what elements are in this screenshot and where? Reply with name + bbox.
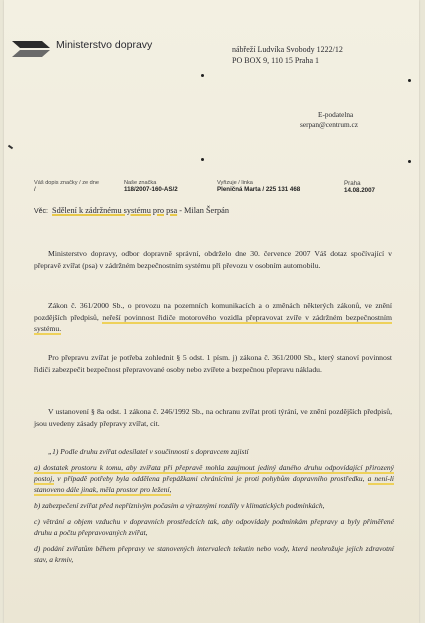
paper-speck [408, 160, 411, 163]
paragraph-3: Pro přepravu zvířat je potřeba zohlednit § 5 odst. 1 písm. j) zákona č. 361/2000 Sb., který stanoví povinnost řidiči zabezpečit bezpečnost přepravované osoby nebo zvířete a bezpečnou přepravu nákladu. [34, 353, 392, 374]
item-c: c) větrání a objem vzduchu v dopravních prostředcích tak, aby odpovídaly podmínkám přepravy a byly přiměřené druhu a počtu přepravovaných zvířat, [34, 517, 394, 537]
paragraph-4: V ustanovení § 8a odst. 1 zákona č. 246/1992 Sb., na ochranu zvířat proti týrání, ve znění pozdějších předpisů, jsou uvedeny zásady přepravy zvířat, cit. [34, 407, 392, 428]
our-ref [124, 180, 178, 193]
your-ref [34, 180, 99, 193]
quoted-provisions [34, 446, 394, 570]
epodatelna-email: serpan@centrum.cz [300, 120, 358, 129]
item-a-highlight-2: a není-li stanoveno dále jinak, měla prostor pro ležení, [34, 474, 394, 494]
handler [217, 180, 300, 193]
letter-page [4, 0, 419, 623]
subject-line [34, 206, 229, 215]
our-ref-label: Naše značka [124, 180, 157, 186]
ministry-logo-icon [12, 38, 52, 60]
epodatelna-block [300, 110, 358, 130]
subject-text: Sdělení k zádržnému systému pro psa [52, 206, 178, 215]
item-a-text: v případě potřeby byla oddělena přepážkami chránícími je proti pohybům dopravního prostředku, [54, 474, 368, 483]
epodatelna-label: E-podatelna [318, 110, 354, 119]
subject-suffix: - Milan Šerpán [177, 206, 229, 215]
our-ref-value: 118/2007-160-AS/2 [124, 186, 178, 193]
address-line-1: nábřeží Ludvíka Svobody 1222/12 [232, 45, 343, 54]
handler-value: Pleničná Marta / 225 131 468 [217, 186, 301, 193]
address-line-2: PO BOX 9, 110 15 Praha 1 [232, 56, 320, 65]
item-d: d) podání zvířatům během přepravy ve stanovených intervalech tekutin nebo vody, která neohrožuje jejich zdravotní stav, a krmiv, [34, 544, 394, 564]
city-label: Praha [344, 180, 361, 187]
subject-label: Věc: [34, 208, 49, 215]
item-b: b) zabezpečení zvířat před nepříznivým počasím a výraznými rozdíly v klimatických podmínkách, [34, 501, 325, 510]
paper-mark [8, 145, 13, 150]
your-ref-label: Váš dopis značky / ze dne [34, 180, 99, 186]
ministry-name: Ministerstvo dopravy [56, 39, 153, 51]
paragraph-1: Ministerstvo dopravy, odbor dopravně správní, obdrželo dne 30. července 2007 Váš dotaz spočívající v přepravě zvířat (psa) v zádržném bezpečnostním systému při převozu v osobním automobilu. [34, 249, 392, 270]
paragraph-2-text: Zákon č. 361/2000 Sb., o provozu na pozemních komunikacích a o změnách některých zákonů, ve znění pozdějších předpisů, [34, 301, 392, 322]
item-a [34, 462, 394, 495]
paper-speck [201, 74, 204, 77]
item-a-highlight: a) dostatek prostoru k tomu, aby zvířata při přepravě mohla zaujmout jediný daného druhu odpovídající přirozený postoj, [34, 463, 394, 483]
date-block [344, 180, 375, 194]
your-ref-value: / [34, 186, 36, 193]
ministry-address [232, 44, 343, 66]
date-value: 14.08.2007 [344, 187, 375, 194]
paper-speck [408, 79, 411, 82]
paragraph-2-highlight: neřeší povinnost řidiče motorového vozidla přepravovat zvíře v zádržném bezpečnostním systému. [34, 312, 392, 334]
paragraph-2 [34, 300, 392, 335]
handler-label: Vyřizuje / linka [217, 180, 253, 186]
quote-intro: „1) Podle druhu zvířat odesílatel v součinnosti s dopravcem zajistí [48, 447, 249, 456]
paper-speck [201, 158, 204, 161]
